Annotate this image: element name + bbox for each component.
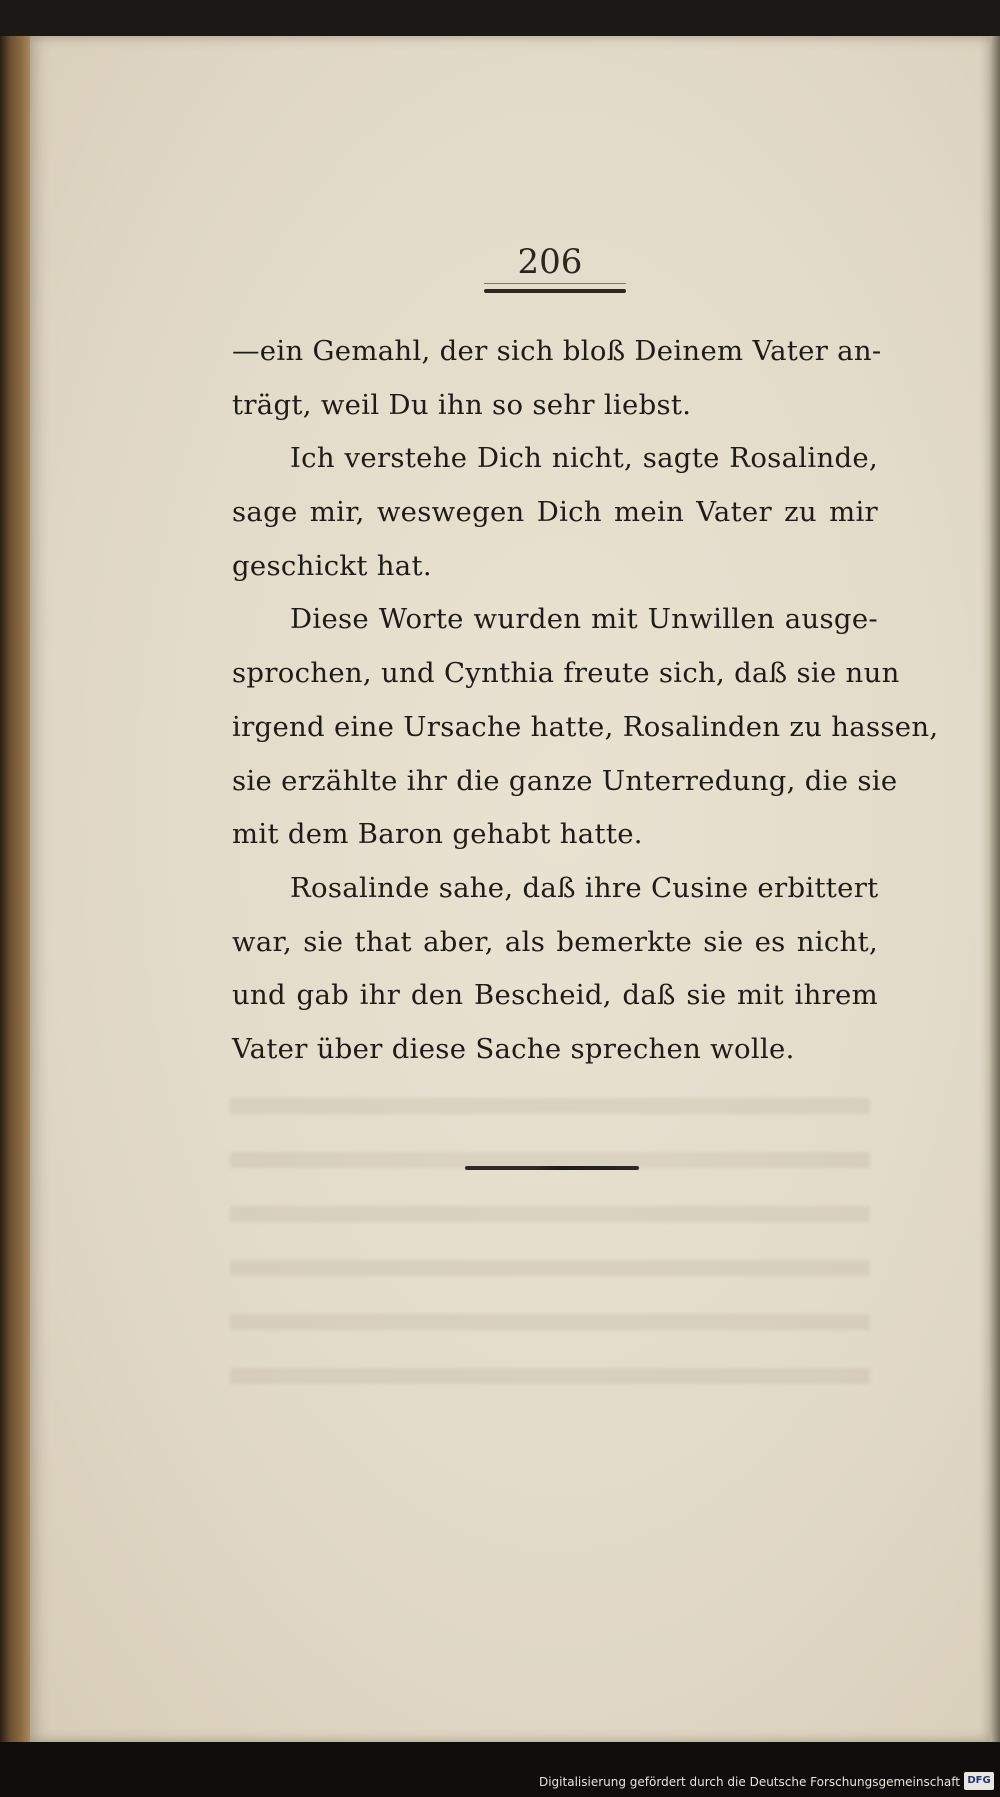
text-line: Rosalinde sahe, daß ihre Cusine erbittert [290, 871, 879, 904]
dfg-logo: DFG [964, 1772, 994, 1790]
scan-top-border [0, 0, 1000, 36]
text-line: Vater über diese Sache sprechen wolle. [232, 1032, 795, 1065]
page-right-edge [990, 36, 1000, 1742]
header-rule-thin [484, 283, 626, 284]
text-line: Diese Worte wurden mit Unwillen ausge- [290, 603, 878, 636]
text-line: irgend eine Ursache hatte, Rosalinden zu hassen, [232, 710, 939, 743]
header-rule [484, 289, 626, 293]
page-number: 206 [517, 242, 583, 282]
text-line: —ein Gemahl, der sich bloß Deinem Vater an- [232, 335, 882, 367]
text-line: sprochen, und Cynthia freute sich, daß sie nun [232, 657, 900, 690]
book-spine-edge [0, 36, 30, 1742]
show-through-text [230, 1080, 870, 1410]
section-end-rule [465, 1166, 639, 1170]
text-line: trägt, weil Du ihn so sehr liebst. [232, 388, 692, 421]
text-line: geschickt hat. [232, 549, 432, 582]
text-line: sie erzählte ihr die ganze Unterredung, die sie [232, 764, 898, 797]
digitization-credit: Digitalisierung gefördert durch die Deutsche Forschungsgemeinschaft [538, 1775, 960, 1789]
text-line: war, sie that aber, als bemerkte sie es nicht, [232, 925, 878, 958]
text-line: Ich verstehe Dich nicht, sagte Rosalinde, [290, 442, 878, 475]
text-line: und gab ihr den Bescheid, daß sie mit ihrem [232, 979, 878, 1012]
text-line: sage mir, weswegen Dich mein Vater zu mir [232, 496, 878, 529]
text-line: mit dem Baron gehabt hatte. [232, 818, 643, 851]
body-text [232, 325, 939, 1077]
